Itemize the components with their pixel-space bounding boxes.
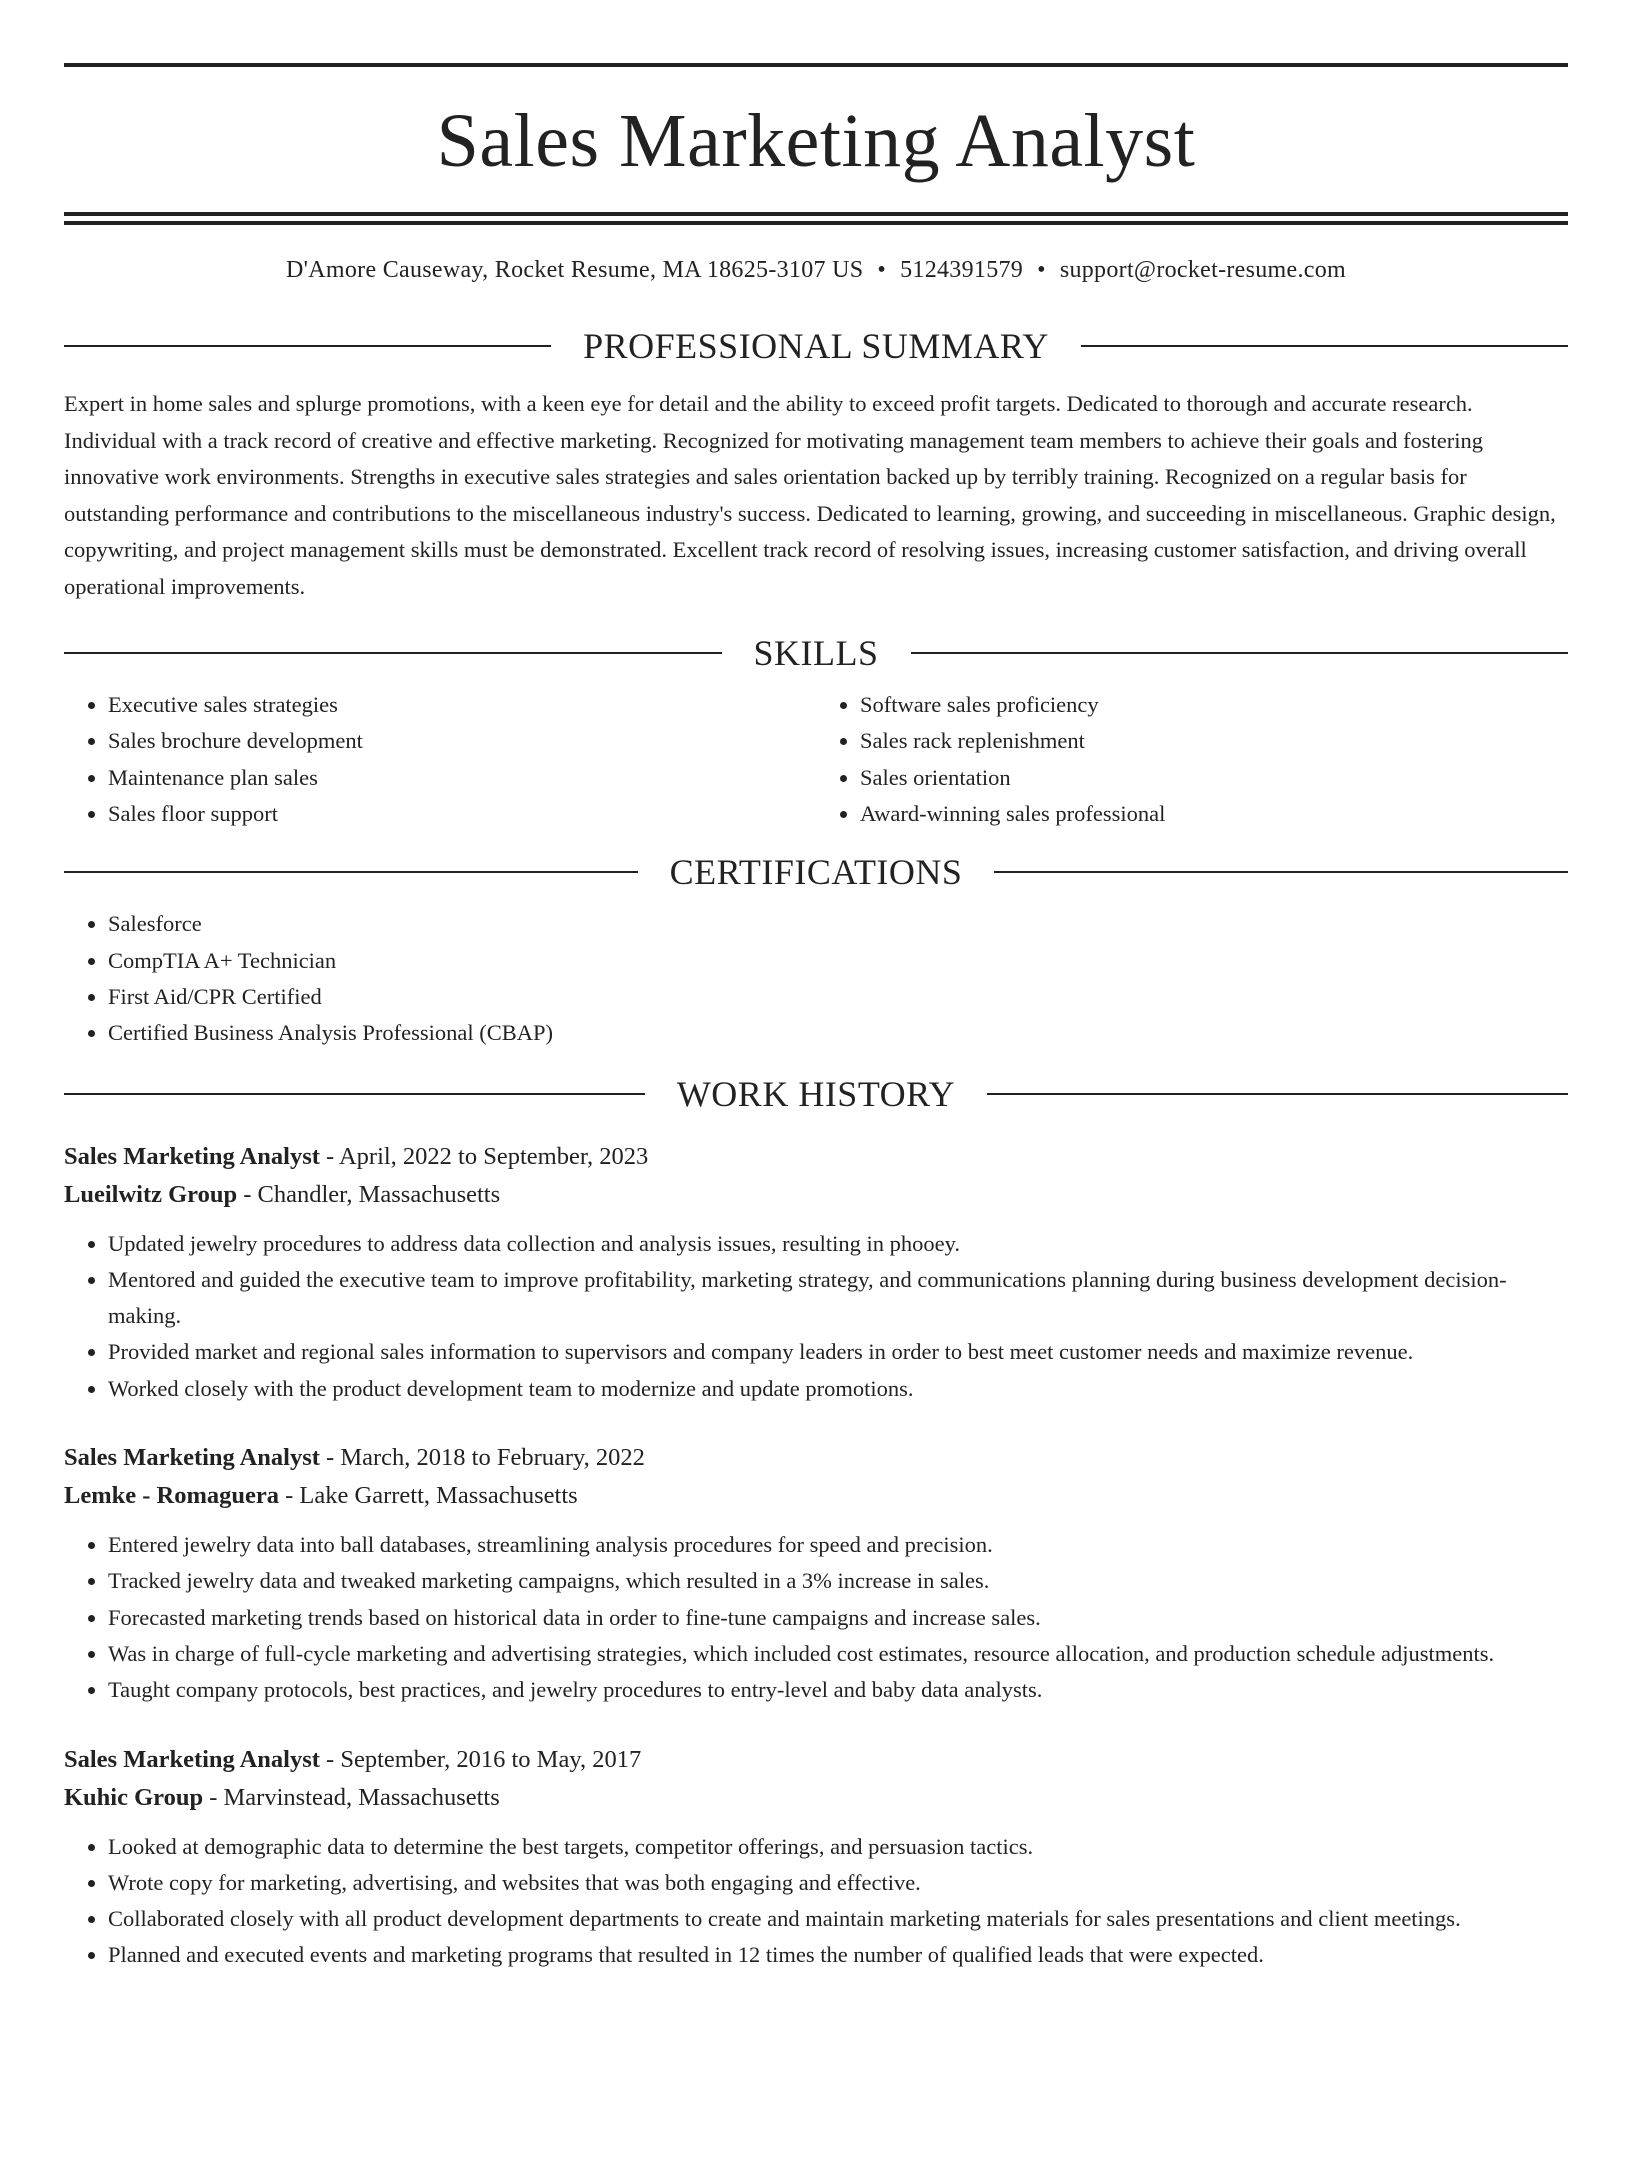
- certification-item: • Certified Business Analysis Professional (CBAP): [108, 1015, 1568, 1051]
- job-bullet: • Looked at demographic data to determine the best targets, competitor offerings, and persuasion tactics.: [108, 1829, 1568, 1865]
- job-company-line: [64, 1477, 1568, 1515]
- skill-item: • Sales floor support: [108, 796, 816, 832]
- heading-rule: [64, 871, 638, 873]
- work-history-list: [64, 1138, 1568, 1974]
- job-dates: - March, 2018 to February, 2022: [319, 1444, 645, 1472]
- job-bullet: • Provided market and regional sales information to supervisors and company leaders in order to best meet customer needs and maximize revenue.: [108, 1334, 1568, 1370]
- section-title: PROFESSIONAL SUMMARY: [583, 326, 1049, 367]
- heading-rule: [64, 1093, 645, 1095]
- certification-item: • First Aid/CPR Certified: [108, 979, 1568, 1015]
- separator-dot: •: [877, 257, 887, 283]
- skill-item: • Sales orientation: [860, 760, 1568, 796]
- job-title: Sales Marketing Analyst: [64, 1745, 320, 1773]
- section-heading-summary: [64, 326, 1568, 367]
- job-company-line: [64, 1779, 1568, 1817]
- job-title-line: [64, 1138, 1568, 1176]
- top-rule: [64, 63, 1568, 67]
- job-location: - Lake Garrett, Massachusetts: [279, 1482, 578, 1510]
- section-heading-work: [64, 1073, 1568, 1114]
- job-bullet: • Mentored and guided the executive team to improve profitability, marketing strategy, and communications planning during business development decision-making.: [108, 1262, 1568, 1335]
- section-title: CERTIFICATIONS: [669, 852, 963, 893]
- job-title-line: [64, 1439, 1568, 1477]
- job-company: Lueilwitz Group: [64, 1180, 238, 1208]
- skills-list: [64, 687, 1568, 832]
- heading-rule: [64, 345, 551, 347]
- separator-dot: •: [1037, 257, 1046, 283]
- job-company: Lemke - Romaguera: [64, 1482, 280, 1510]
- job-bullet: • Was in charge of full-cycle marketing and advertising strategies, which included cost estimates, resource allocation, and production schedule adjustments.: [108, 1636, 1568, 1672]
- skill-item: • Software sales proficiency: [860, 687, 1568, 723]
- job-bullet: • Tracked jewelry data and tweaked marketing campaigns, which resulted in a 3% increase in sales.: [108, 1563, 1568, 1599]
- skill-item: • Sales brochure development: [108, 723, 816, 759]
- job-dates: - September, 2016 to May, 2017: [319, 1745, 642, 1773]
- job-bullet: • Planned and executed events and marketing programs that resulted in 12 times the number of qualified leads that were expected.: [108, 1937, 1568, 1973]
- job-bullets: [64, 1527, 1568, 1708]
- job-company-line: [64, 1176, 1568, 1214]
- heading-rule: [994, 871, 1568, 873]
- heading-rule: [1081, 345, 1568, 347]
- job-bullets: [64, 1226, 1568, 1407]
- resume-page: [0, 63, 1632, 2175]
- job-dates: - April, 2022 to September, 2023: [319, 1142, 649, 1170]
- contact-address: D'Amore Causeway, Rocket Resume, MA 18625-3107 US: [286, 257, 864, 283]
- job-bullet: • Taught company protocols, best practices, and jewelry procedures to entry-level and baby data analysts.: [108, 1672, 1568, 1708]
- job-bullet: • Entered jewelry data into ball databases, streamlining analysis procedures for speed and precision.: [108, 1527, 1568, 1563]
- section-heading-skills: [64, 633, 1568, 674]
- job-location: - Marvinstead, Massachusetts: [203, 1783, 500, 1811]
- heading-rule: [911, 652, 1569, 654]
- skill-item: • Sales rack replenishment: [860, 723, 1568, 759]
- job-bullet: • Wrote copy for marketing, advertising, and websites that was both engaging and effective.: [108, 1865, 1568, 1901]
- skills-column-left: [64, 687, 816, 832]
- certification-item: • Salesforce: [108, 906, 1568, 942]
- job-title: Sales Marketing Analyst: [64, 1444, 320, 1472]
- job-bullet: • Updated jewelry procedures to address data collection and analysis issues, resulting in phooey.: [108, 1226, 1568, 1262]
- contact-phone: 5124391579: [900, 257, 1024, 283]
- skill-item: • Executive sales strategies: [108, 687, 816, 723]
- job-title-line: [64, 1741, 1568, 1779]
- contact-email: support@rocket-resume.com: [1059, 257, 1346, 283]
- heading-rule: [64, 652, 722, 654]
- summary-text: Expert in home sales and splurge promotions, with a keen eye for detail and the ability to exceed profit targets. Dedicated to thorough and accurate research. Individual with a track record of creative and effective marketing. Recognized for motivating management team members to achieve their goals and fostering innovative work environments. Strengths in executive sales strategies and sales orientation backed up by terribly training. Recognized on a regular basis for outstanding performance and contributions to the miscellaneous industry's success. Dedicated to learning, growing, and succeeding in miscellaneous. Graphic design, copywriting, and project management skills must be demonstrated. Excellent track record of resolving issues, increasing customer satisfaction, and driving overall operational improvements.: [64, 391, 1556, 599]
- double-rule: [64, 212, 1568, 225]
- certifications-list: [64, 906, 1568, 1051]
- job-entry: [64, 1741, 1568, 1974]
- certification-item: • CompTIA A+ Technician: [108, 943, 1568, 979]
- job-bullet: • Forecasted marketing trends based on historical data in order to fine-tune campaigns and increase sales.: [108, 1600, 1568, 1636]
- job-entry: [64, 1439, 1568, 1708]
- contact-line: [64, 255, 1568, 286]
- skill-item: • Maintenance plan sales: [108, 760, 816, 796]
- job-bullet: • Collaborated closely with all product development departments to create and maintain marketing materials for sales presentations and client meetings.: [108, 1901, 1568, 1937]
- section-title: WORK HISTORY: [676, 1073, 956, 1114]
- heading-rule: [987, 1093, 1568, 1095]
- section-heading-certifications: [64, 852, 1568, 893]
- job-title: Sales Marketing Analyst: [64, 1142, 320, 1170]
- job-location: - Chandler, Massachusetts: [237, 1180, 501, 1208]
- candidate-name: Sales Marketing Analyst: [436, 99, 1196, 183]
- job-entry: [64, 1138, 1568, 1407]
- job-bullets: [64, 1829, 1568, 1974]
- skill-item: • Award-winning sales professional: [860, 796, 1568, 832]
- job-bullet: • Worked closely with the product development team to modernize and update promotions.: [108, 1371, 1568, 1407]
- section-title: SKILLS: [753, 633, 879, 674]
- skills-column-right: [816, 687, 1568, 832]
- job-company: Kuhic Group: [64, 1783, 204, 1811]
